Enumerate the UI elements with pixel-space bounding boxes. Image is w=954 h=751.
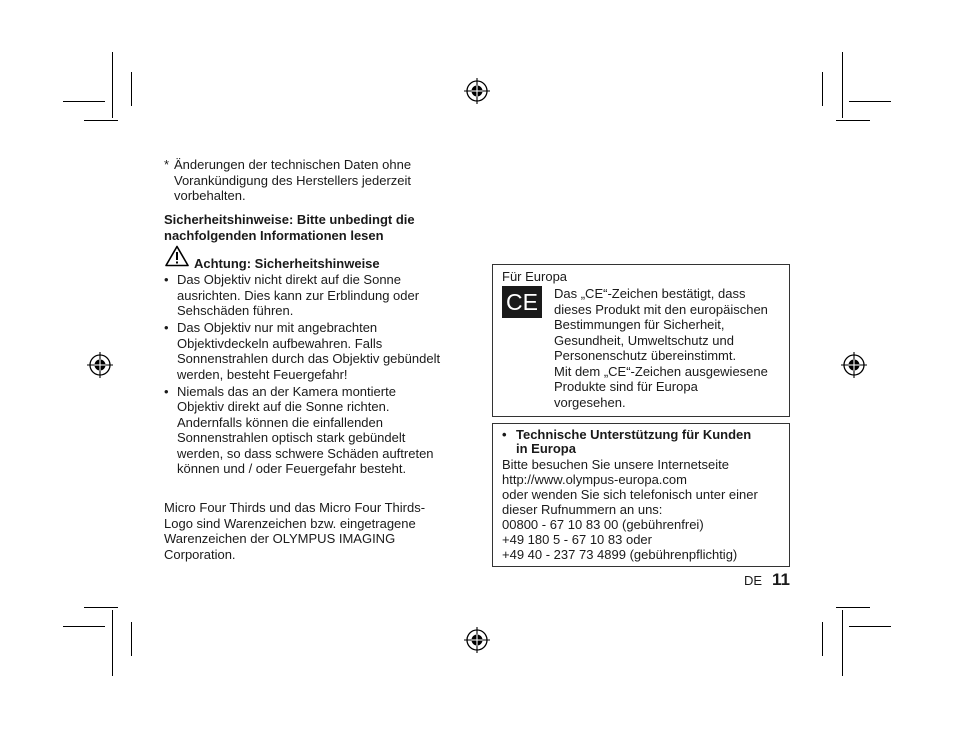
support-heading: • Technische Unterstützung für Kunden in Europa [502, 428, 787, 456]
list-item: • Niemals das an der Kamera montierte Objektiv direkt auf die Sonne richten. Andernfalls können die einfallenden Sonnenstrahlen optisch stark gebündelt werden, so dass schwere Schäden auftreten können und / oder Feuergefahr besteht. [164, 384, 464, 477]
registration-mark-icon [86, 351, 114, 379]
trademark-note: Micro Four Thirds und das Micro Four Thirds- Logo sind Warenzeichen bzw. eingetragene Warenzeichen der OLYMPUS IMAGING Corporation. [164, 500, 426, 562]
support-box [492, 423, 790, 567]
ce-mark-icon [502, 286, 542, 318]
ce-box-title: Für Europa [502, 269, 568, 284]
language-code: DE [744, 573, 763, 588]
support-text: Bitte besuchen Sie unsere Internetseite http://www.olympus-europa.com oder wenden Sie sich telefonisch unter einer dieser Rufnummern an uns: 00800 - 67 10 83 00 (gebührenfrei) +49 180 5 - 67 10 83 oder +49 40 - 237 73 4899 (gebührenpflichtig) [502, 457, 758, 562]
spec-change-note [164, 157, 464, 204]
registration-mark-icon [463, 77, 491, 105]
registration-mark-icon [463, 626, 491, 654]
ce-text: Das „CE“-Zeichen bestätigt, dass dieses Produkt mit den europäischen Bestimmungen für Sicherheit, Gesundheit, Umweltschutz und Personenschutz übereinstimmt. Mit dem „CE“-Zeichen ausgewiesene Produkte sind für Europa vorgesehen. [554, 286, 768, 410]
note-line: Änderungen der technischen Daten ohne [174, 157, 412, 172]
svg-text:CE: CE [506, 289, 538, 315]
note-line: Vorankündigung des Herstellers jederzeit [174, 172, 412, 188]
caution-list [164, 272, 464, 477]
note-asterisk: * [164, 157, 170, 172]
list-item: • Das Objektiv nur mit angebrachten Objektivdeckeln aufbewahren. Falls Sonnenstrahlen durch das Objektiv gebündelt werden, besteht Feuergefahr! [164, 320, 464, 382]
list-item: • Das Objektiv nicht direkt auf die Sonne ausrichten. Dies kann zur Erblindung oder Sehschäden führen. [164, 272, 464, 319]
page-number: 11 [772, 570, 790, 589]
ce-box [492, 264, 790, 417]
warning-triangle-icon [165, 245, 189, 267]
safety-heading: Sicherheitshinweise: Bitte unbedingt die nachfolgenden Informationen lesen [164, 212, 415, 243]
registration-mark-icon [840, 351, 868, 379]
note-line: vorbehalten. [174, 188, 246, 203]
caution-label: Achtung: Sicherheitshinweise [194, 256, 380, 271]
